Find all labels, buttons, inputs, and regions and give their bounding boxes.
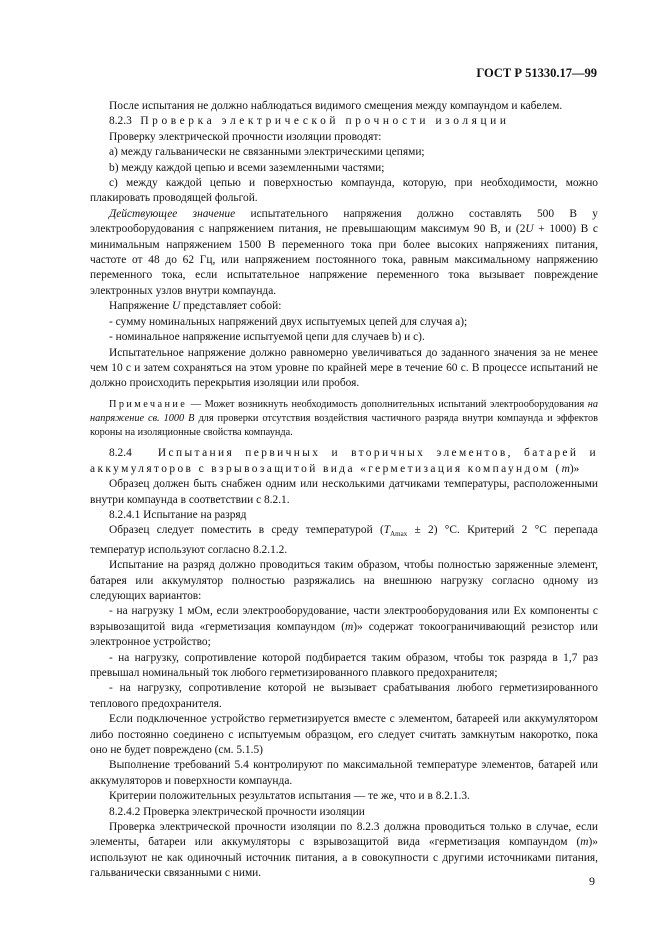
- paragraph: Образец следует поместить в среду температурой $(T_{Amax} \pm 2)$ °С. Критерий 2 °С перепада температур используют согласно 8.2.1.2.: [90, 524, 598, 556]
- section-heading-8-2-3: [90, 114, 598, 129]
- page-number: 9: [589, 874, 595, 888]
- section-title: Испытания первичных и вторичных элементов, батарей и аккумуляторов с взрывозащитой вида «герметизация компаундом (: [90, 447, 598, 475]
- list-item: - сумму номинальных напряжений двух испытуемых цепей для случая а);: [109, 315, 468, 328]
- section-number: 8.2.3: [109, 115, 132, 128]
- list-item: - на нагрузку, сопротивление которой не вызывает срабатывания любого герметизированного теплового предохранителя.: [90, 682, 598, 710]
- paragraph: Испытание на разряд должно проводиться таким образом, чтобы полностью заряженные элемент, батарея или аккумулятор полностью разряжались на внешнюю нагрузку согласно одному из следующих вариантов:: [90, 559, 598, 602]
- list-item: а) между гальванически не связанными электрическими цепями;: [109, 146, 425, 159]
- paragraph: После испытания не должно наблюдаться видимого смещения между компаундом и кабелем.: [109, 100, 563, 112]
- paragraph-test-voltage: Действующее значение испытательного напряжения должно составлять 500 В у электрооборудования с напряжением питания, не превышающим максимум 90 В, и (2U + 1000) В с минимальным напряжением 1500 В переменного тока при более высоких напряжениях питания, частоте от 48 до 62 Гц, или напряжением постоянного тока, равным максимальному напряжению переменного тока, если испытательное напряжение переменного тока вызывает повреждение электронных узлов внутри компаунда.: [90, 207, 599, 297]
- paragraph: Критерии положительных результатов испытания — те же, что и в 8.2.1.3.: [109, 790, 470, 803]
- list-item: - на нагрузку 1 мОм, если электрооборудование, части электрооборудования или Ex компоненты с взрывозащитой вида «герметизация компаундом (m)» содержат токоограничивающий резистор или электронное устройство;: [90, 605, 598, 649]
- subsection-heading: 8.2.4.2 Проверка электрической прочности изоляции: [109, 805, 365, 818]
- list-item: - номинальное напряжение испытуемой цепи для случаев b) и с).: [109, 331, 425, 344]
- paragraph: Испытательное напряжение должно равномерно увеличиваться до заданного значения за не менее чем 10 с и затем сохраняться на этом уровне по крайней мере в течение 60 с. В процессе испытаний не должно происходить перекрытия изоляции или пробоя.: [90, 346, 598, 390]
- list-item: с) между каждой цепью и поверхностью компаунда, которую, при необходимости, можно плакировать проводящей фольгой.: [90, 177, 598, 205]
- list-item: - на нагрузку, сопротивление которой подбирается таким образом, чтобы ток разряда в 1,7 раз превышал номинальный ток любого герметизированного плавкого предохранителя;: [90, 651, 598, 680]
- paragraph: Если подключенное устройство герметизируется вместе с элементом, батареей или аккумулятором либо постоянно соединено с испытуемым образцом, его следует считать замкнутым накоротко, пока оно не будет повреждено (см. 5.1.5): [90, 713, 598, 757]
- section-heading-8-2-4: 8.2.4 Испытания первичных и вторичных элементов, батарей и аккумуляторов с взрывозащитой вида «герметизация компаундом (m)»: [90, 447, 598, 475]
- paragraph: Выполнение требований 5.4 контролируют по максимальной температуре элементов, батарей или аккумуляторов и поверхности компаунда.: [90, 759, 598, 787]
- emphasis: Действующее значение: [109, 207, 236, 220]
- standard-header: ГОСТ Р 51330.17—99: [476, 66, 597, 80]
- paragraph: Проверка электрической прочности изоляции по 8.2.3 должна проводиться только в случае, если элементы, батареи или аккумуляторы с взрывозащитой вида «герметизация компаундом (m)» используют не как одиночный источник питания, а в совокупности с другими источниками питания, гальванически связанными с ними.: [90, 821, 598, 880]
- section-number: 8.2.4: [109, 447, 132, 460]
- note-label: Примечание: [109, 398, 188, 410]
- paragraph: Образец должен быть снабжен одним или несколькими датчиками температуры, расположенными внутри компаунда в соответствии с 8.2.1.: [90, 478, 598, 506]
- section-title: Проверка электрической прочности изоляции: [140, 115, 510, 128]
- page-body: [90, 99, 598, 882]
- paragraph: Проверку электрической прочности изоляции проводят:: [109, 130, 382, 143]
- paragraph: Напряжение U представляет собой:: [109, 300, 282, 313]
- note: Примечание — Может возникнуть необходимость дополнительных испытаний электрооборудования на напряжение св. 1000 В для проверки отсутствия воздействия частичного разряда внутри компаунда и эффектов короны на изоляционные свойства компаунда.: [90, 398, 599, 439]
- list-item: b) между каждой цепью и всеми заземленными частями;: [109, 161, 385, 174]
- subsection-heading: 8.2.4.1 Испытание на разряд: [109, 508, 247, 521]
